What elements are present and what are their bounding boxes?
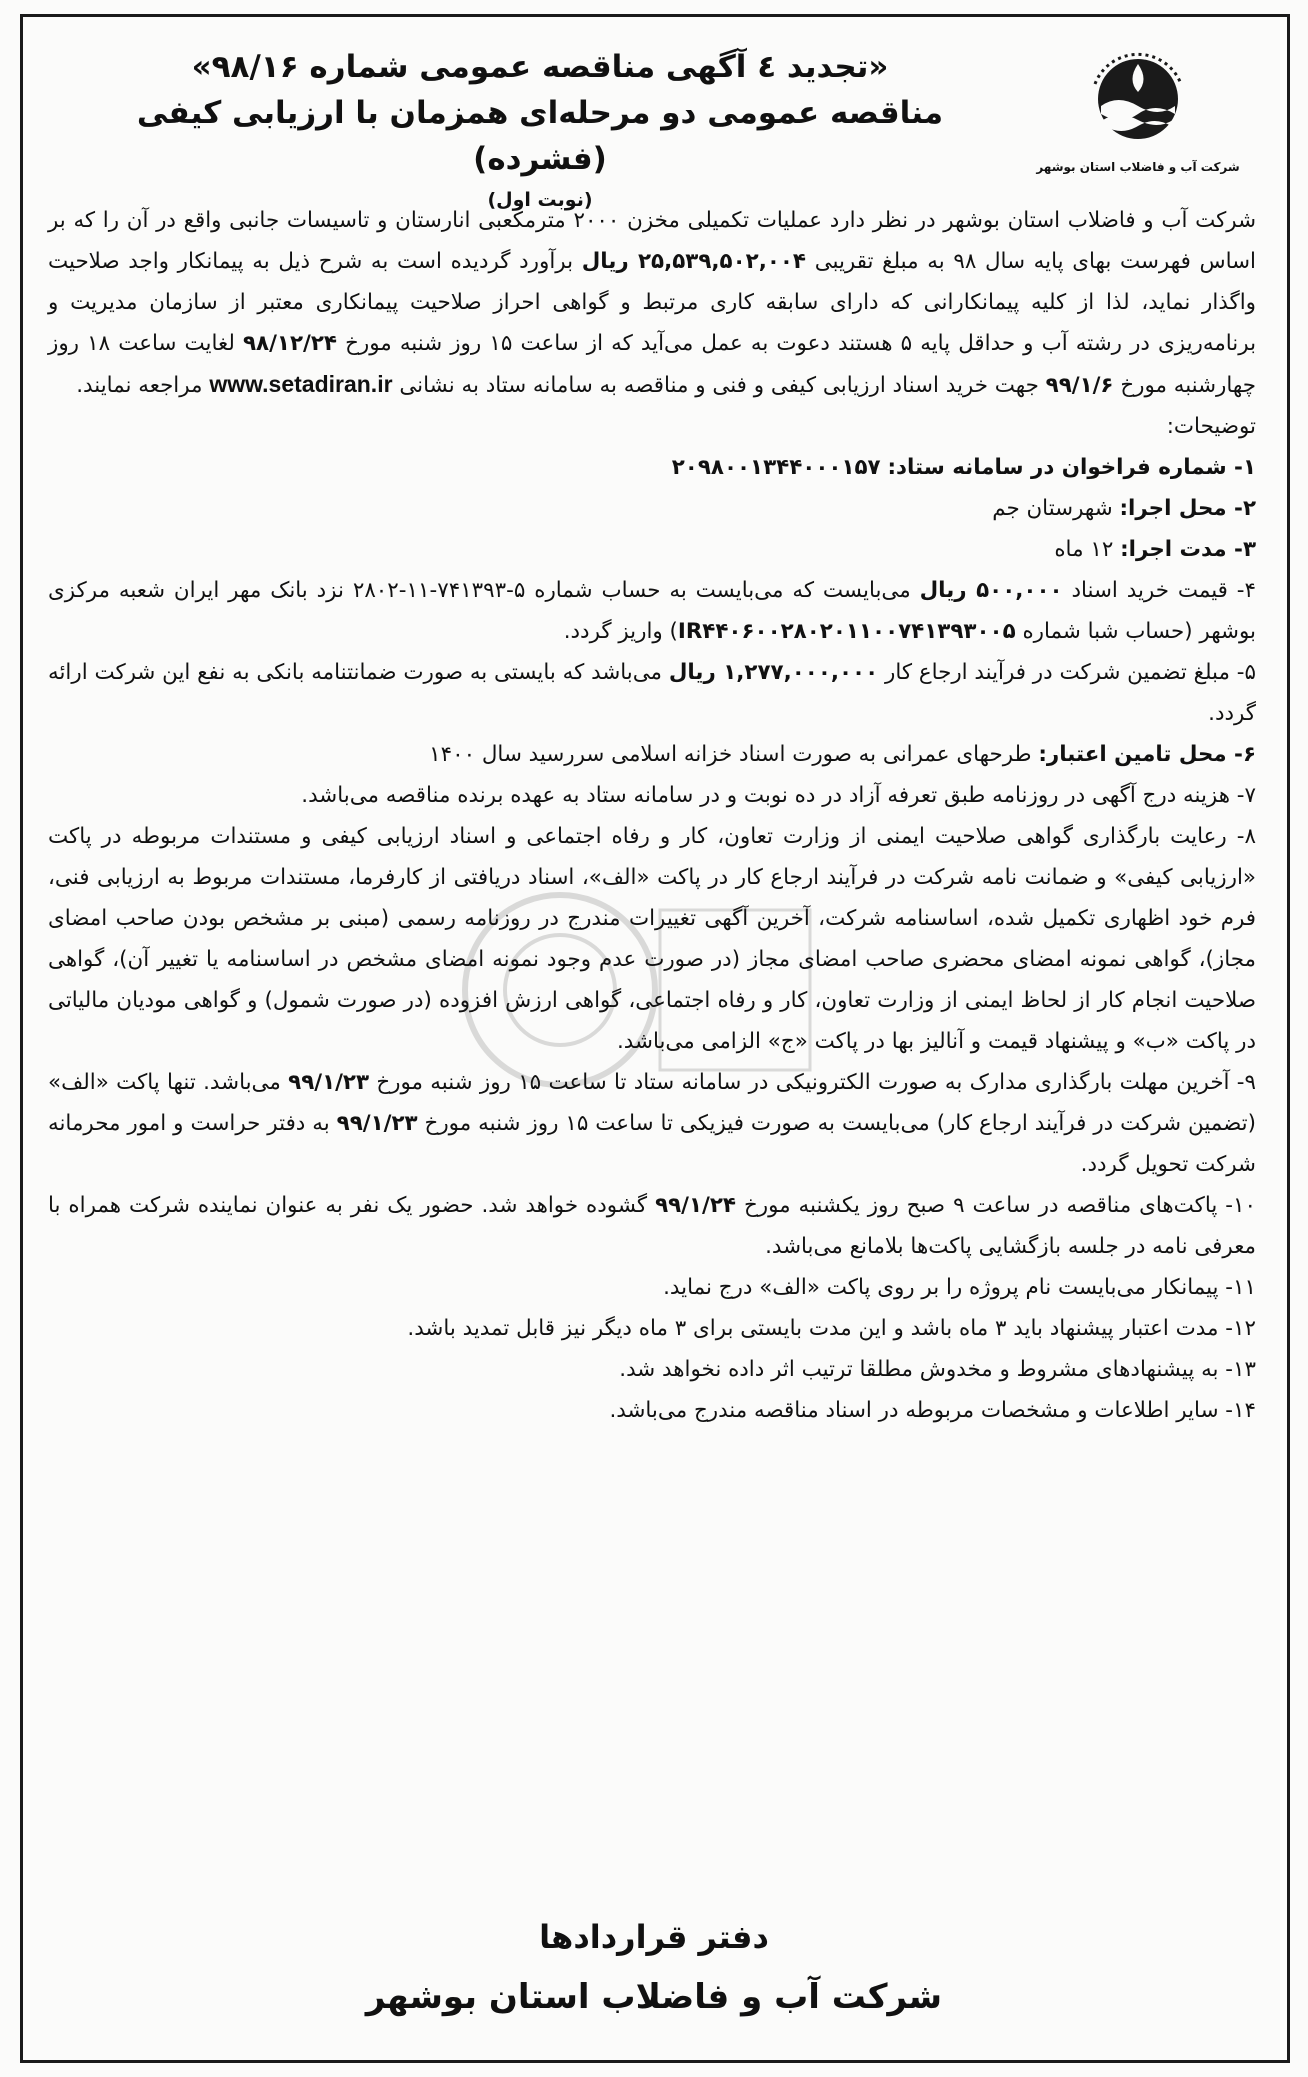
notice-header — [80, 44, 1000, 216]
item-9 — [48, 1062, 1256, 1185]
notice-subtitle: مناقصه عمومی دو مرحله‌ای همزمان با ارزیابی کیفی (فشرده) — [136, 95, 944, 177]
sale-start-date: ۹۸/۱۲/۲۴ — [242, 331, 337, 356]
item-10-text-b: گشوده خواهد شد. حضور یک نفر به عنوان نماینده شرکت همراه با معرفی نامه در جلسه بازگشایی پاکت‌ها بلامانع می‌باشد. — [48, 1193, 1256, 1259]
water-company-logo-icon — [1083, 44, 1193, 154]
tender-number: ۲۰۹۸۰۰۱۳۴۴۰۰۰۱۵۷ — [671, 455, 881, 480]
item-5-text-b: می‌باشد که بایستی به صورت ضمانتنامه بانکی به نفع این شرکت ارائه گردد. — [48, 660, 1256, 726]
notice-round: (نوبت اول) — [487, 189, 593, 211]
item-4-text-c: ) واریز گردد. — [563, 619, 678, 644]
notes-title: توضیحات: — [1166, 414, 1256, 439]
opening-date: ۹۹/۱/۲۴ — [655, 1193, 736, 1218]
funding-source: طرحهای عمرانی به صورت اسناد خزانه اسلامی سررسید سال ۱۴۰۰ — [429, 742, 1032, 767]
item-1 — [48, 447, 1256, 488]
company-signature: شرکت آب و فاضلاب استان بوشهر — [365, 1977, 943, 2017]
physical-delivery-date: ۹۹/۱/۲۳ — [336, 1111, 418, 1136]
item-9-text-a: ۹- آخرین مهلت بارگذاری مدارک به صورت الکترونیکی در سامانه ستاد تا ساعت ۱۵ روز شنبه مورخ — [376, 1070, 1256, 1095]
logo-caption: شرکت آب و فاضلاب استان بوشهر — [1036, 160, 1240, 174]
location-value: شهرستان جم — [992, 496, 1113, 521]
item-11: ۱۱- پیمانکار می‌بایست نام پروژه را بر روی پاکت «الف» درج نماید. — [663, 1275, 1256, 1300]
estimated-amount: ۲۵,۵۳۹,۵۰۲,۰۰۴ ریال — [581, 249, 806, 274]
item-1-label: ۱- شماره فراخوان در سامانه ستاد: — [887, 455, 1256, 480]
item-4-text-b: می‌بایست که می‌بایست به حساب شماره ۵-۷۴۱۳۹۳-۱۱-۲۸۰۲ نزد بانک مهر ایران شعبه مرکزی بوشهر (حساب شبا شماره — [48, 578, 1256, 644]
sale-end-date: ۹۹/۱/۶ — [1045, 373, 1114, 398]
contracts-office: دفتر قراردادها — [539, 1918, 769, 1956]
company-logo — [1018, 44, 1258, 194]
intro-text-1: شرکت آب و فاضلاب استان بوشهر در نظر دارد عملیات تکمیلی مخزن ۲۰۰۰ مترمکعبی انارستان و تاسیسات جانبی واقع در آن را که بر اساس فهرست بهای پایه سال ۹۸ به مبلغ تقریبی — [48, 208, 1256, 274]
intro-text-4: جهت خرید اسناد ارزیابی کیفی و فنی و مناقصه به سامانه ستاد به نشانی — [399, 373, 1039, 398]
intro-text-2: برآورد گردیده است به شرح ذیل به پیمانکار واجد صلاحیت واگذار نماید، لذا از کلیه پیمانکارانی که دارای سابقه کاری مرتبط و گواهی احراز صلاحیت پیمانکاری معتبر از سازمان مدیریت و برنامه‌ریزی در رشته آب و حداقل پایه ۵ هستند دعوت به عمل می‌آید که از ساعت ۱۵ روز شنبه مورخ — [48, 249, 1257, 356]
item-9-text-c: به دفتر حراست و امور محرمانه شرکت تحویل گردد. — [48, 1111, 1256, 1177]
item-3-label: ۳- مدت اجرا: — [1120, 537, 1256, 562]
item-2 — [48, 488, 1256, 529]
item-7: ۷- هزینه درج آگهی در روزنامه طبق تعرفه آزاد در ده نوبت و در سامانه ستاد به عهده برنده مناقصه می‌باشد. — [301, 783, 1256, 808]
intro-text-5: مراجعه نمایند. — [76, 373, 203, 398]
item-10-text-a: ۱۰- پاکت‌های مناقصه در ساعت ۹ صبح روز یکشنبه مورخ — [743, 1193, 1256, 1218]
item-3 — [48, 529, 1256, 570]
item-13: ۱۳- به پیشنهادهای مشروط و مخدوش مطلقا ترتیب اثر داده نخواهد شد. — [619, 1357, 1256, 1382]
upload-deadline-date: ۹۹/۱/۲۳ — [288, 1070, 370, 1095]
setad-url-link[interactable]: www.setadiran.ir — [209, 371, 393, 397]
item-6 — [48, 734, 1256, 775]
item-5-text-a: ۵- مبلغ تضمین شرکت در فرآیند ارجاع کار — [884, 660, 1256, 685]
item-4-text-a: ۴- قیمت خرید اسناد — [1071, 578, 1256, 603]
item-8: ۸- رعایت بارگذاری گواهی صلاحیت ایمنی از وزارت تعاون، کار و رفاه اجتماعی و اسناد ارزیابی کیفی و مستندات مربوطه در پاکت «ارزیابی کیفی» و ضمانت نامه شرکت در فرآیند ارجاع کار در پاکت «الف»، اسناد دریافتی از کارفرما، مستندات مربوط به ارزیابی فنی، فرم خود اظهاری تکمیل شده، اساسنامه شرکت، آخرین آگهی تغییرات مندرج در روزنامه رسمی (مبنی بر مشخص بودن صاحب امضای مجاز)، گواهی نمونه امضای محضری صاحب امضای مجاز (در صورت عدم وجود نمونه امضای مشخص در اساسنامه یا تغییر آن)، گواهی صلاحیت انجام کار از لحاظ ایمنی از وزارت تعاون، کار و رفاه اجتماعی، گواهی ارزش افزوده (در صورت شمول) و گواهی مودیان مالیاتی در پاکت «ب» و پیشنهاد قیمت و آنالیز بها در پاکت «ج» الزامی می‌باشد. — [48, 824, 1256, 1054]
notice-title: «تجدید ٤ آگهی مناقصه عمومی شماره ۹۸/۱۶» — [191, 49, 889, 85]
item-2-label: ۲- محل اجرا: — [1119, 496, 1256, 521]
item-10 — [48, 1185, 1256, 1267]
intro-paragraph — [48, 200, 1256, 406]
sheba-number: IR۴۴۰۶۰۰۲۸۰۲۰۱۱۰۰۷۴۱۳۹۳۰۰۵ — [677, 619, 1016, 644]
duration-value: ۱۲ ماه — [1054, 537, 1114, 562]
item-12: ۱۲- مدت اعتبار پیشنهاد باید ۳ ماه باشد و این مدت بایستی برای ۳ ماه دیگر نیز قابل تمدید باشد. — [407, 1316, 1256, 1341]
notice-footer — [80, 1908, 1228, 2028]
item-6-label: ۶- محل تامین اعتبار: — [1038, 742, 1256, 767]
document-price: ۵۰۰,۰۰۰ ریال — [919, 578, 1063, 603]
item-9-text-b: می‌باشد. تنها پاکت «الف» (تضمین شرکت در فرآیند ارجاع کار) می‌بایست به صورت فیزیکی تا ساعت ۱۵ روز شنبه مورخ — [48, 1070, 1256, 1136]
item-14: ۱۴- سایر اطلاعات و مشخصات مربوطه در اسناد مناقصه مندرج می‌باشد. — [609, 1398, 1256, 1423]
notice-body — [48, 200, 1256, 1431]
item-4 — [48, 570, 1256, 652]
guarantee-amount: ۱,۲۷۷,۰۰۰,۰۰۰ ریال — [668, 660, 879, 685]
item-5 — [48, 652, 1256, 734]
intro-text-3: لغایت ساعت ۱۸ روز چهارشنبه مورخ — [48, 331, 1256, 398]
